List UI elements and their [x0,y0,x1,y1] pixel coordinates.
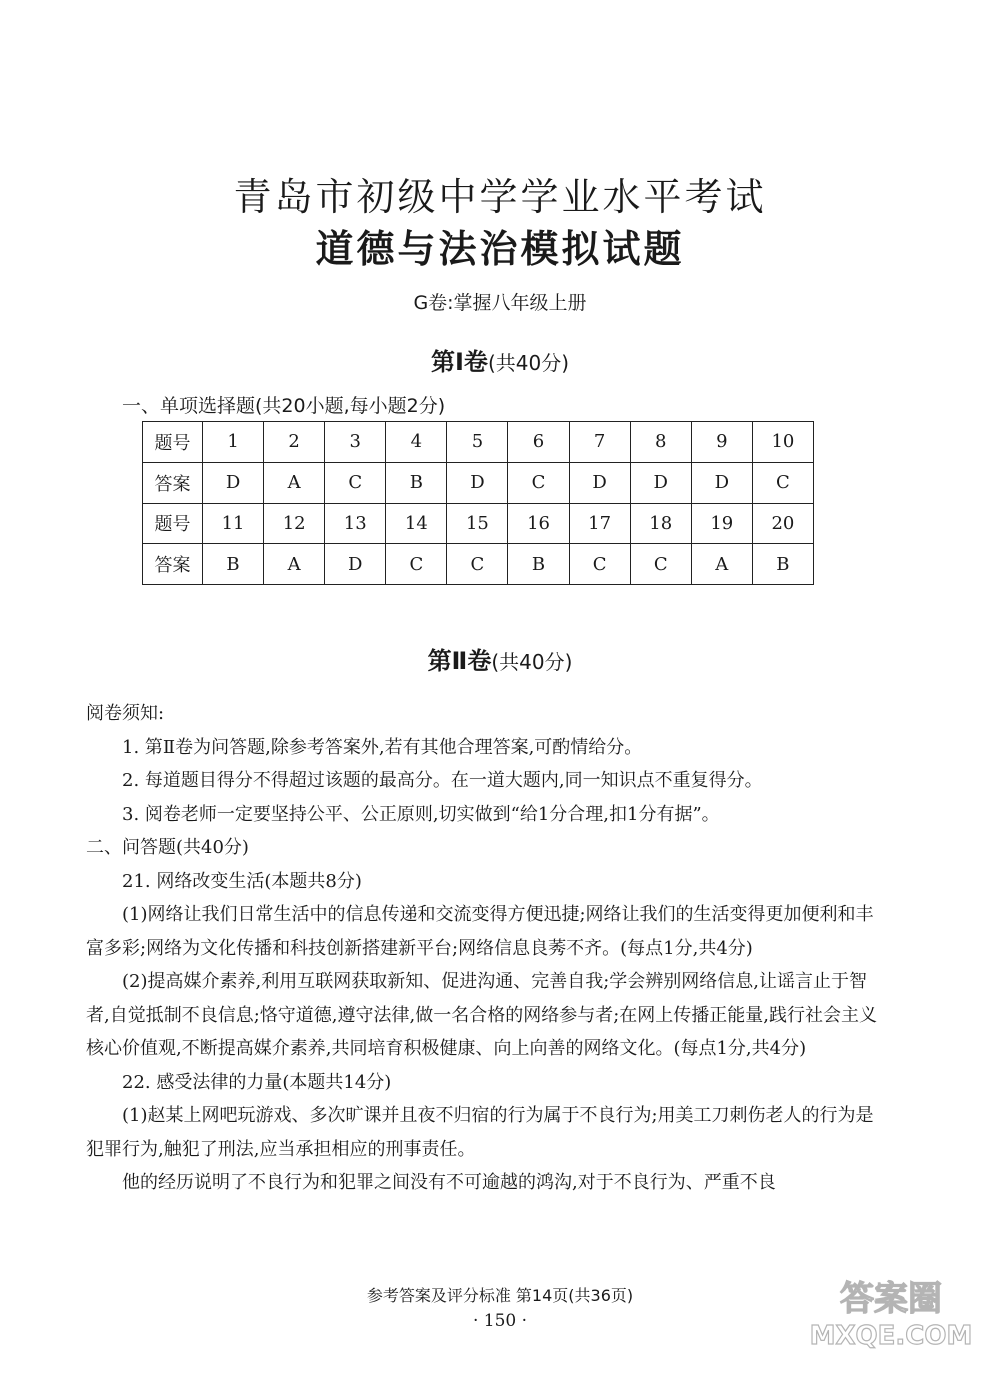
table-cell: A [264,544,325,585]
row-label: 答案 [143,544,203,585]
qa-section-heading: 二、问答题(共40分) [86,837,249,858]
table-cell: 10 [752,422,813,463]
table-row [143,462,814,503]
table-cell: 8 [630,422,691,463]
answer-table [142,421,814,585]
table-cell: B [386,462,447,503]
part2-heading [0,641,1000,676]
table-cell: 3 [325,422,386,463]
row-label: 题号 [143,422,203,463]
table-cell: 20 [752,503,813,544]
table-cell: 19 [691,503,752,544]
table-cell: 11 [203,503,264,544]
table-cell: 14 [386,503,447,544]
table-cell: C [569,544,630,585]
table-cell: C [508,462,569,503]
page-footer: 参考答案及评分标准 第14页(共36页) [366,1286,634,1305]
table-cell: D [447,462,508,503]
notice-block [86,697,886,1200]
table-cell: D [203,462,264,503]
table-cell: 16 [508,503,569,544]
table-cell: 12 [264,503,325,544]
part2-title: 第Ⅱ卷 [427,647,492,675]
table-cell: 13 [325,503,386,544]
title-line-1: 青岛市初级中学学业水平考试 [233,175,767,219]
choice-section-heading: 一、单项选择题(共20小题,每小题2分) [122,395,446,417]
table-cell: B [203,544,264,585]
table-cell: C [630,544,691,585]
watermark-text-top: 答案圈 [840,1279,942,1319]
table-cell: 18 [630,503,691,544]
part1-points: (共40分) [487,351,569,375]
table-row [143,422,814,463]
table-row [143,544,814,585]
q21-title: 21. 网络改变生活(本题共8分) [122,870,362,892]
table-cell: 6 [508,422,569,463]
table-cell: 9 [691,422,752,463]
notice-item-2: 2. 每道题目得分不得超过该题的最高分。在一道大题内,同一知识点不重复得分。 [122,770,763,791]
table-cell: 1 [203,422,264,463]
table-cell: D [691,462,752,503]
q21-part2: (2)提高媒介素养,利用互联网获取新知、促进沟通、完善自我;学会辨别网络信息,让谣言止于智者,自觉抵制不良信息;恪守道德,遵守法律,做一名合格的网络参与者;在网上传播正能量,践行社会主义核心价值观,不断提高媒介素养,共同培育积极健康、向上向善的网络文化。(每点1分,共4分) [86,971,878,1059]
q22-part1: (1)赵某上网吧玩游戏、多次旷课并且夜不归宿的行为属于不良行为;用美工刀刺伤老人的行为是犯罪行为,触犯了刑法,应当承担相应的刑事责任。 [86,1105,874,1160]
table-cell: D [630,462,691,503]
q22-part1-continued: 他的经历说明了不良行为和犯罪之间没有不可逾越的鸿沟,对于不良行为、严重不良 [122,1172,776,1193]
table-cell: 4 [386,422,447,463]
table-row [143,503,814,544]
watermark-logo [796,1272,986,1352]
table-cell: 7 [569,422,630,463]
table-cell: 17 [569,503,630,544]
table-cell: B [752,544,813,585]
table-cell: C [386,544,447,585]
watermark-text-bottom: MXQE.COM [809,1321,973,1351]
table-cell: C [325,462,386,503]
notice-item-1: 1. 第Ⅱ卷为问答题,除参考答案外,若有其他合理答案,可酌情给分。 [122,736,643,758]
table-cell: C [752,462,813,503]
table-cell: D [569,462,630,503]
subtitle: G卷:掌握八年级上册 [413,292,587,314]
table-cell: D [325,544,386,585]
table-cell: A [691,544,752,585]
table-cell: 2 [264,422,325,463]
table-cell: A [264,462,325,503]
page-number: · 150 · [472,1311,528,1331]
q21-part1: (1)网络让我们日常生活中的信息传递和交流变得方便迅捷;网络让我们的生活变得更加便利和丰富多彩;网络为文化传播和科技创新搭建新平台;网络信息良莠不齐。(每点1分,共4分) [86,904,874,959]
notice-item-3: 3. 阅卷老师一定要坚持公平、公正原则,切实做到“给1分合理,扣1分有据”。 [122,803,720,825]
table-cell: 5 [447,422,508,463]
part1-heading [0,342,1000,377]
part1-title: 第Ⅰ卷 [431,348,488,376]
row-label: 答案 [143,462,203,503]
table-cell: B [508,544,569,585]
q22-title: 22. 感受法律的力量(本题共14分) [122,1071,392,1093]
title-line-2: 道德与法治模拟试题 [315,227,685,271]
table-cell: 15 [447,503,508,544]
table-cell: C [447,544,508,585]
part2-points: (共40分) [491,650,573,674]
row-label: 题号 [143,503,203,544]
notice-heading: 阅卷须知: [86,703,165,724]
